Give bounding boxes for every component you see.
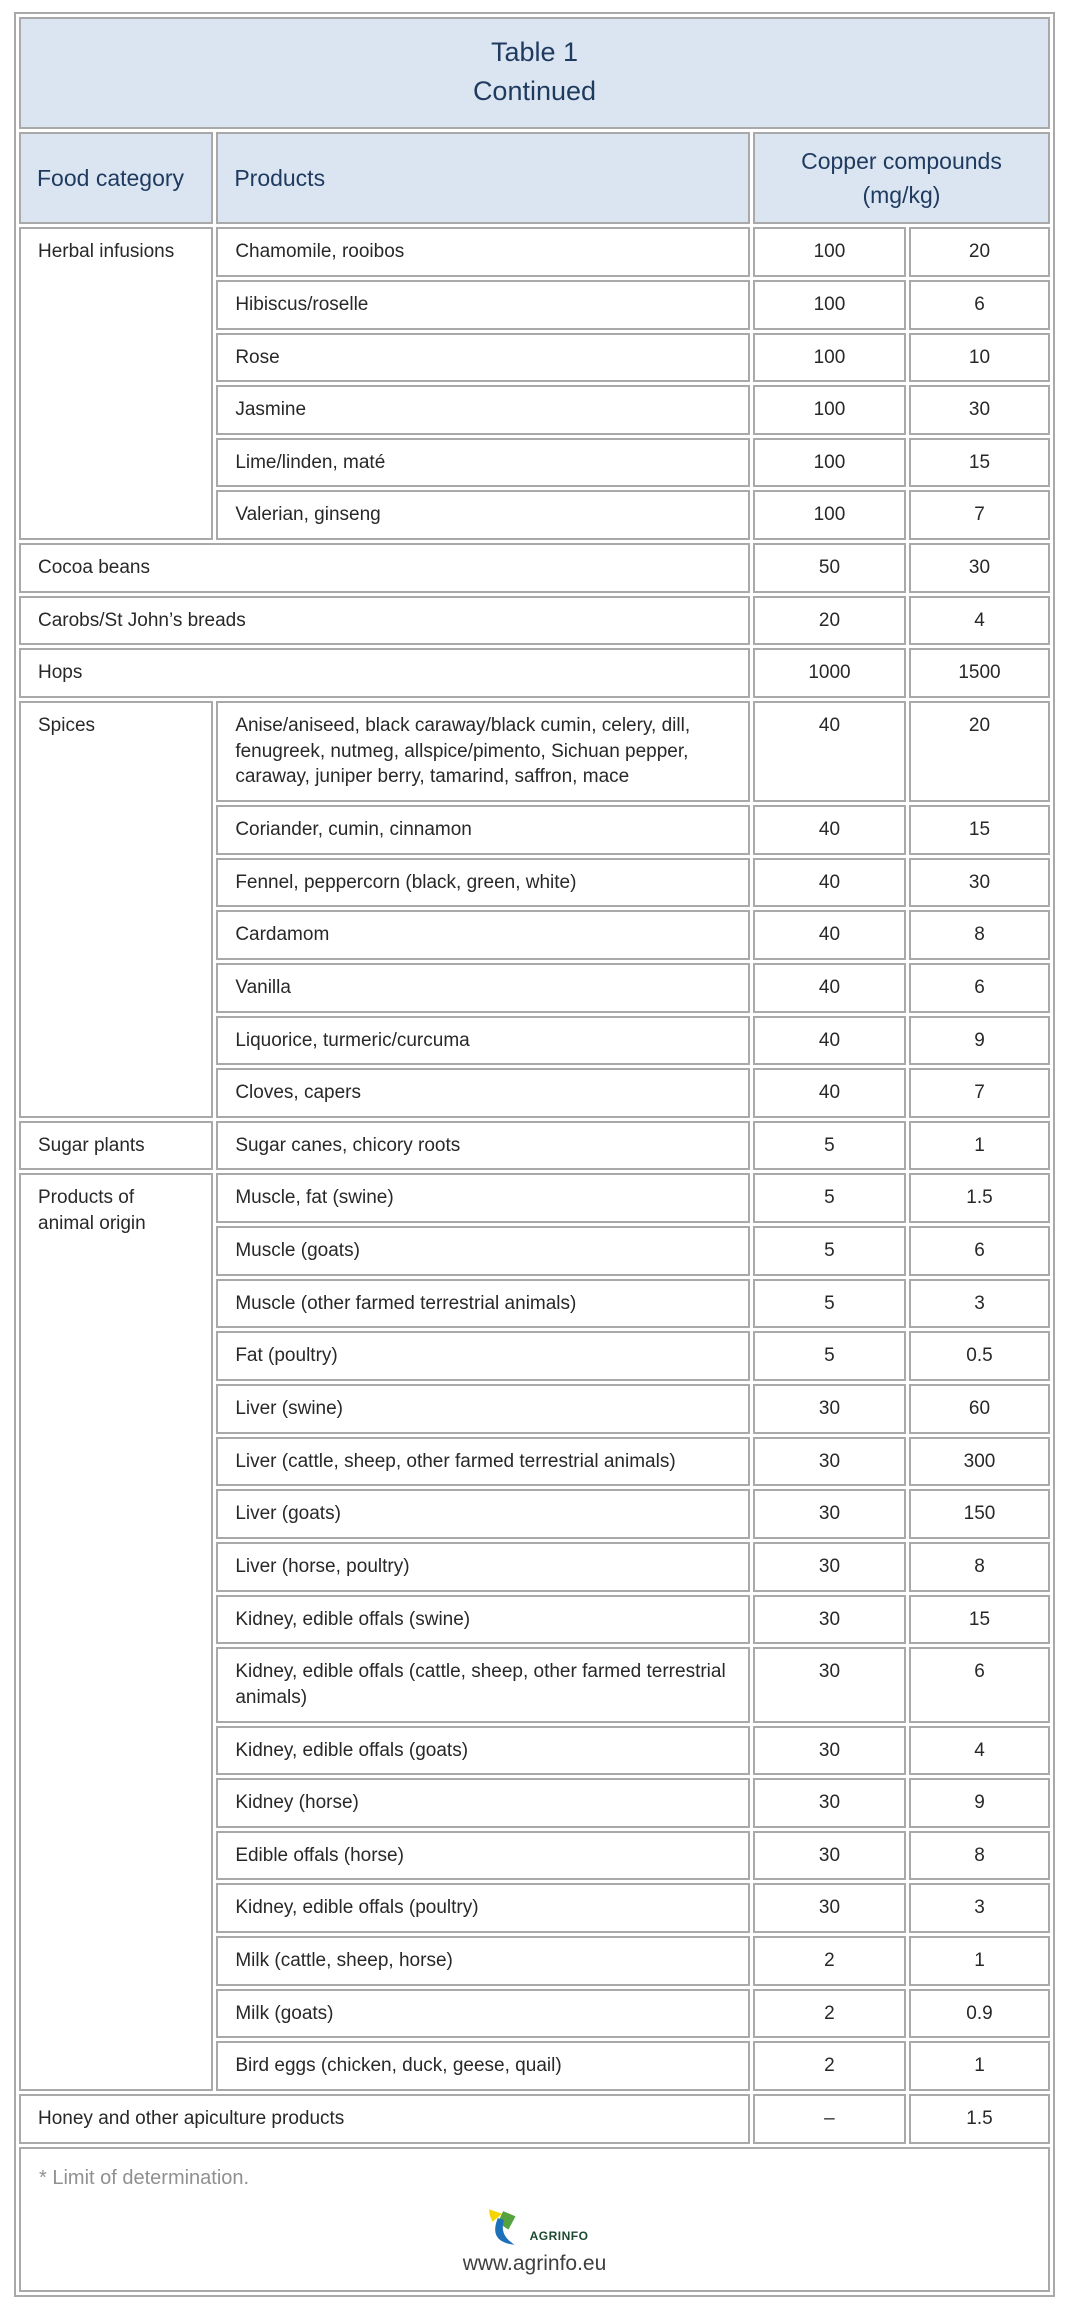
copper-limit-1-cell: 2: [753, 2041, 906, 2091]
table-body: [19, 227, 1050, 2143]
footer-cell: [19, 2147, 1050, 2292]
food-category-cell: Sugar plants: [19, 1121, 213, 1171]
copper-limit-1-cell: 20: [753, 596, 906, 646]
copper-limit-1-cell: 5: [753, 1331, 906, 1381]
copper-limit-1-cell: 100: [753, 438, 906, 488]
copper-limit-2-cell: 4: [909, 1726, 1050, 1776]
product-cell: Kidney, edible offals (goats): [216, 1726, 750, 1776]
product-cell: Liver (goats): [216, 1489, 750, 1539]
copper-limit-2-cell: 1.5: [909, 2094, 1050, 2144]
copper-limit-2-cell: 1: [909, 1936, 1050, 1986]
agrinfo-logo: [39, 2206, 1030, 2248]
product-cell: Muscle (goats): [216, 1226, 750, 1276]
column-header-food-category: Food category: [19, 132, 213, 224]
copper-limit-2-cell: 20: [909, 227, 1050, 277]
copper-limit-2-cell: 8: [909, 1542, 1050, 1592]
food-category-cell: Herbal infusions: [19, 227, 213, 540]
copper-limit-1-cell: 40: [753, 701, 906, 802]
copper-limit-2-cell: 9: [909, 1016, 1050, 1066]
product-cell: Kidney, edible offals (poultry): [216, 1883, 750, 1933]
product-cell: Kidney, edible offals (swine): [216, 1595, 750, 1645]
table-row: [19, 227, 1050, 277]
copper-limit-1-cell: 1000: [753, 648, 906, 698]
copper-limit-1-cell: 100: [753, 385, 906, 435]
copper-limit-1-cell: 50: [753, 543, 906, 593]
copper-limits-table: [14, 12, 1055, 2297]
product-cell: Muscle (other farmed terrestrial animals): [216, 1279, 750, 1329]
copper-limit-2-cell: 9: [909, 1778, 1050, 1828]
food-category-merged-cell: Carobs/St John’s breads: [19, 596, 750, 646]
product-cell: Liver (cattle, sheep, other farmed terrestrial animals): [216, 1437, 750, 1487]
product-cell: Rose: [216, 333, 750, 383]
agrinfo-brand-text: AGRINFO: [529, 2229, 589, 2244]
table-row: [19, 1121, 1050, 1171]
copper-limit-1-cell: 30: [753, 1595, 906, 1645]
table-row: [19, 596, 1050, 646]
product-cell: Jasmine: [216, 385, 750, 435]
copper-limit-2-cell: 0.9: [909, 1989, 1050, 2039]
product-cell: Coriander, cumin, cinnamon: [216, 805, 750, 855]
copper-limit-2-cell: 15: [909, 438, 1050, 488]
copper-limit-1-cell: 30: [753, 1489, 906, 1539]
copper-limit-2-cell: 6: [909, 1647, 1050, 1722]
copper-limit-1-cell: 30: [753, 1883, 906, 1933]
product-cell: Liver (horse, poultry): [216, 1542, 750, 1592]
copper-limit-2-cell: 8: [909, 910, 1050, 960]
copper-limit-1-cell: –: [753, 2094, 906, 2144]
copper-limit-1-cell: 2: [753, 1989, 906, 2039]
copper-limit-1-cell: 30: [753, 1384, 906, 1434]
table-row: [19, 701, 1050, 802]
copper-limit-1-cell: 30: [753, 1831, 906, 1881]
copper-limit-1-cell: 30: [753, 1437, 906, 1487]
copper-limit-2-cell: 3: [909, 1883, 1050, 1933]
column-header-row: [19, 132, 1050, 224]
copper-limit-2-cell: 1: [909, 1121, 1050, 1171]
product-cell: Hibiscus/roselle: [216, 280, 750, 330]
product-cell: Kidney, edible offals (cattle, sheep, other farmed terrestrial animals): [216, 1647, 750, 1722]
copper-limit-2-cell: 7: [909, 490, 1050, 540]
product-cell: Milk (goats): [216, 1989, 750, 2039]
product-cell: Cloves, capers: [216, 1068, 750, 1118]
copper-limit-2-cell: 3: [909, 1279, 1050, 1329]
copper-limit-1-cell: 5: [753, 1226, 906, 1276]
column-header-copper-compounds: Copper compounds (mg/kg): [753, 132, 1050, 224]
copper-limit-1-cell: 5: [753, 1279, 906, 1329]
copper-limit-1-cell: 30: [753, 1647, 906, 1722]
copper-limit-1-cell: 40: [753, 858, 906, 908]
table-row: [19, 648, 1050, 698]
product-cell: Cardamom: [216, 910, 750, 960]
copper-limit-2-cell: 20: [909, 701, 1050, 802]
footnote-text: * Limit of determination.: [39, 2166, 250, 2189]
product-cell: Vanilla: [216, 963, 750, 1013]
food-category-merged-cell: Honey and other apiculture products: [19, 2094, 750, 2144]
product-cell: Fennel, peppercorn (black, green, white): [216, 858, 750, 908]
copper-limit-2-cell: 150: [909, 1489, 1050, 1539]
food-category-cell: Spices: [19, 701, 213, 1118]
agrinfo-logo-icon: [481, 2206, 527, 2248]
copper-limit-2-cell: 0.5: [909, 1331, 1050, 1381]
copper-limit-1-cell: 30: [753, 1726, 906, 1776]
copper-limit-1-cell: 30: [753, 1778, 906, 1828]
table-title-line1: Table 1: [490, 37, 579, 67]
table-row: [19, 1173, 1050, 1223]
copper-limit-2-cell: 1: [909, 2041, 1050, 2091]
copper-limit-1-cell: 100: [753, 490, 906, 540]
product-cell: Chamomile, rooibos: [216, 227, 750, 277]
copper-limit-2-cell: 6: [909, 1226, 1050, 1276]
copper-limit-1-cell: 40: [753, 805, 906, 855]
copper-limit-2-cell: 10: [909, 333, 1050, 383]
copper-limit-2-cell: 60: [909, 1384, 1050, 1434]
product-cell: Edible offals (horse): [216, 1831, 750, 1881]
copper-limit-2-cell: 1500: [909, 648, 1050, 698]
table-row: [19, 543, 1050, 593]
copper-limit-1-cell: 30: [753, 1542, 906, 1592]
copper-limit-2-cell: 8: [909, 1831, 1050, 1881]
copper-limit-1-cell: 5: [753, 1121, 906, 1171]
copper-limit-1-cell: 100: [753, 280, 906, 330]
copper-limit-2-cell: 4: [909, 596, 1050, 646]
product-cell: Muscle, fat (swine): [216, 1173, 750, 1223]
copper-limit-1-cell: 40: [753, 963, 906, 1013]
copper-limit-1-cell: 100: [753, 227, 906, 277]
copper-limit-1-cell: 2: [753, 1936, 906, 1986]
copper-limit-2-cell: 30: [909, 858, 1050, 908]
product-cell: Fat (poultry): [216, 1331, 750, 1381]
food-category-merged-cell: Cocoa beans: [19, 543, 750, 593]
footer-row: [19, 2147, 1050, 2292]
product-cell: Liver (swine): [216, 1384, 750, 1434]
copper-limit-1-cell: 100: [753, 333, 906, 383]
product-cell: Lime/linden, maté: [216, 438, 750, 488]
product-cell: Bird eggs (chicken, duck, geese, quail): [216, 2041, 750, 2091]
product-cell: Sugar canes, chicory roots: [216, 1121, 750, 1171]
copper-limit-1-cell: 40: [753, 1068, 906, 1118]
copper-limit-2-cell: 6: [909, 963, 1050, 1013]
copper-limit-1-cell: 40: [753, 1016, 906, 1066]
product-cell: Liquorice, turmeric/curcuma: [216, 1016, 750, 1066]
copper-limit-2-cell: 30: [909, 543, 1050, 593]
copper-limit-2-cell: 300: [909, 1437, 1050, 1487]
food-category-cell: Products of animal origin: [19, 1173, 213, 2091]
copper-limit-2-cell: 1.5: [909, 1173, 1050, 1223]
copper-limit-2-cell: 30: [909, 385, 1050, 435]
column-header-products: Products: [216, 132, 750, 224]
table-title-line2: Continued: [472, 76, 597, 107]
copper-limit-2-cell: 15: [909, 1595, 1050, 1645]
table-row: [19, 2094, 1050, 2144]
copper-limit-1-cell: 5: [753, 1173, 906, 1223]
product-cell: Kidney (horse): [216, 1778, 750, 1828]
product-cell: Anise/aniseed, black caraway/black cumin, celery, dill, fenugreek, nutmeg, allspice/pimento, Sichuan pepper, caraway, juniper berry, tamarind, saffron, mace: [216, 701, 750, 802]
copper-limit-2-cell: 6: [909, 280, 1050, 330]
food-category-merged-cell: Hops: [19, 648, 750, 698]
product-cell: Milk (cattle, sheep, horse): [216, 1936, 750, 1986]
agrinfo-url[interactable]: www.agrinfo.eu: [462, 2251, 607, 2275]
copper-limit-2-cell: 15: [909, 805, 1050, 855]
table-title-row: [19, 17, 1050, 129]
copper-limit-1-cell: 40: [753, 910, 906, 960]
copper-limit-2-cell: 7: [909, 1068, 1050, 1118]
table-title: [19, 17, 1050, 129]
product-cell: Valerian, ginseng: [216, 490, 750, 540]
